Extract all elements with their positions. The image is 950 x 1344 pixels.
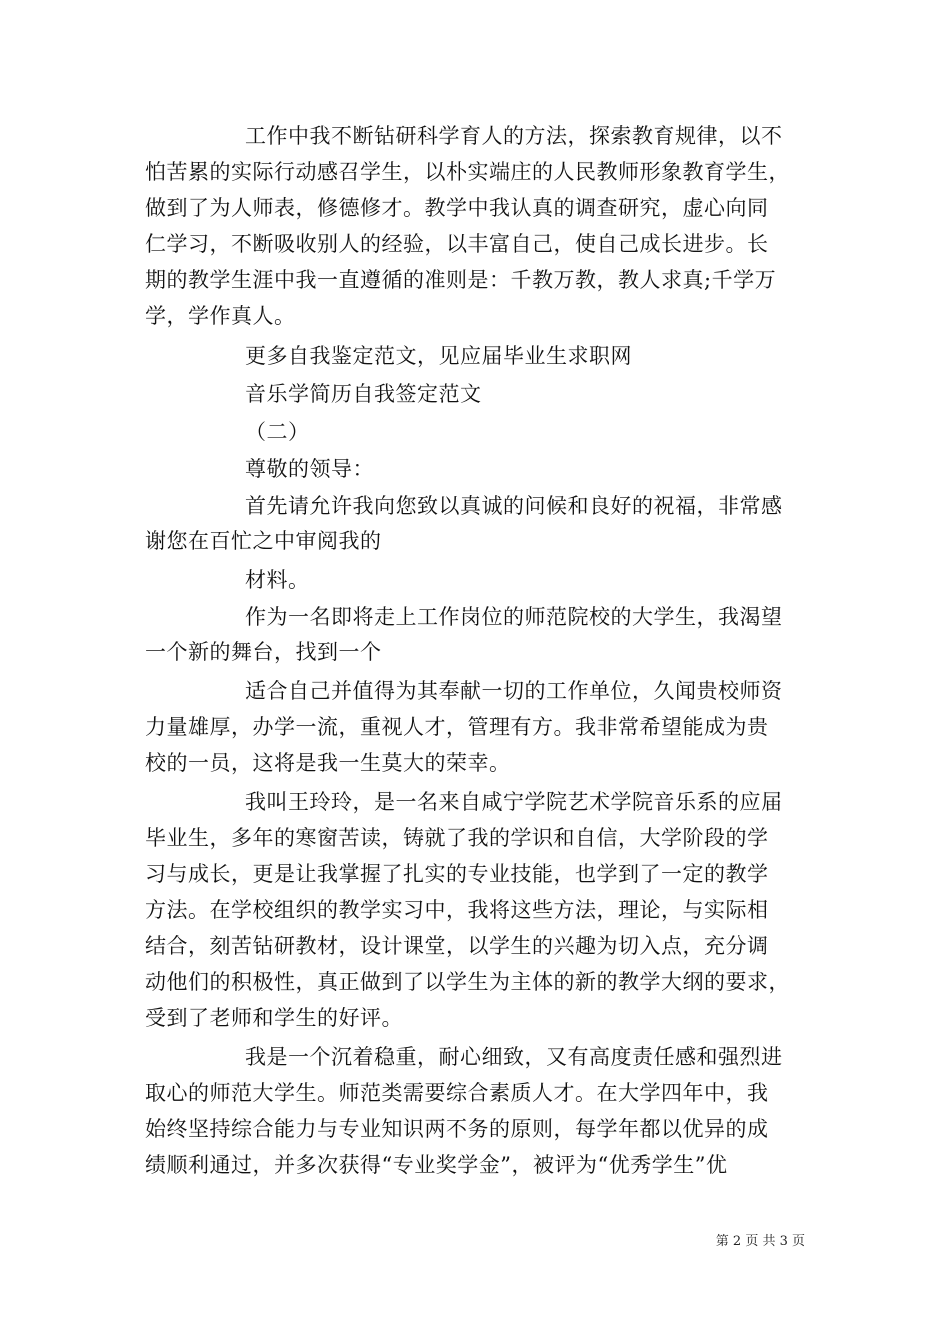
text-line: 绩顺利通过，并多次获得“专业奖学金”，被评为“优秀学生”优 <box>145 1153 728 1177</box>
text-line: 首先请允许我向您致以真诚的问候和良好的祝福，非常感 <box>245 494 783 518</box>
text-line: 期的教学生涯中我一直遵循的准则是：千教万教，教人求真;千学万 <box>145 268 777 292</box>
text-line: 谢您在百忙之中审阅我的 <box>145 529 382 553</box>
text-line: 适合自己并值得为其奉献一切的工作单位，久闻贵校师资 <box>245 679 783 703</box>
text-line: 我叫王玲玲，是一名来自咸宁学院艺术学院音乐系的应届 <box>245 790 783 814</box>
text-line: 结合，刻苦钻研教材，设计课堂，以学生的兴趣为切入点，充分调 <box>145 934 769 958</box>
text-line: 尊敬的领导： <box>245 457 374 481</box>
text-line: 材料。 <box>245 568 310 592</box>
page-number-footer: 第 2 页 共 3 页 <box>715 1234 805 1249</box>
text-line: 我是一个沉着稳重，耐心细致，又有高度责任感和强烈进 <box>245 1045 783 1069</box>
text-line: 校的一员，这将是我一生莫大的荣幸。 <box>145 751 511 775</box>
text-line: 受到了老师和学生的好评。 <box>145 1006 403 1030</box>
text-line: 方法。在学校组织的教学实习中，我将这些方法，理论，与实际相 <box>145 898 769 922</box>
text-line: 一个新的舞台，找到一个 <box>145 640 382 664</box>
text-line: 更多自我鉴定范文，见应届毕业生求职网 <box>245 344 632 368</box>
text-line: （二） <box>245 420 310 444</box>
text-line: 始终坚持综合能力与专业知识两不务的原则，每学年都以优异的成 <box>145 1117 769 1141</box>
text-line: 作为一名即将走上工作岗位的师范院校的大学生，我渴望 <box>245 605 783 629</box>
text-line: 音乐学简历自我签定范文 <box>245 382 482 406</box>
text-line: 毕业生，多年的寒窗苦读，铸就了我的学识和自信，大学阶段的学 <box>145 826 769 850</box>
text-line: 做到了为人师表，修德修才。教学中我认真的调查研究，虚心向同 <box>145 196 769 220</box>
text-line: 工作中我不断钻研科学育人的方法，探索教育规律，以不 <box>245 124 783 148</box>
text-line: 动他们的积极性，真正做到了以学生为主体的新的教学大纲的要求， <box>145 970 790 994</box>
text-line: 取心的师范大学生。师范类需要综合素质人才。在大学四年中，我 <box>145 1081 769 1105</box>
text-line: 学，学作真人。 <box>145 304 296 328</box>
text-line: 习与成长，更是让我掌握了扎实的专业技能，也学到了一定的教学 <box>145 862 769 886</box>
text-line: 怕苦累的实际行动感召学生，以朴实端庄的人民教师形象教育学生， <box>145 160 790 184</box>
text-line: 力量雄厚，办学一流，重视人才，管理有方。我非常希望能成为贵 <box>145 715 769 739</box>
text-line: 仁学习，不断吸收别人的经验，以丰富自己，使自己成长进步。长 <box>145 232 769 256</box>
